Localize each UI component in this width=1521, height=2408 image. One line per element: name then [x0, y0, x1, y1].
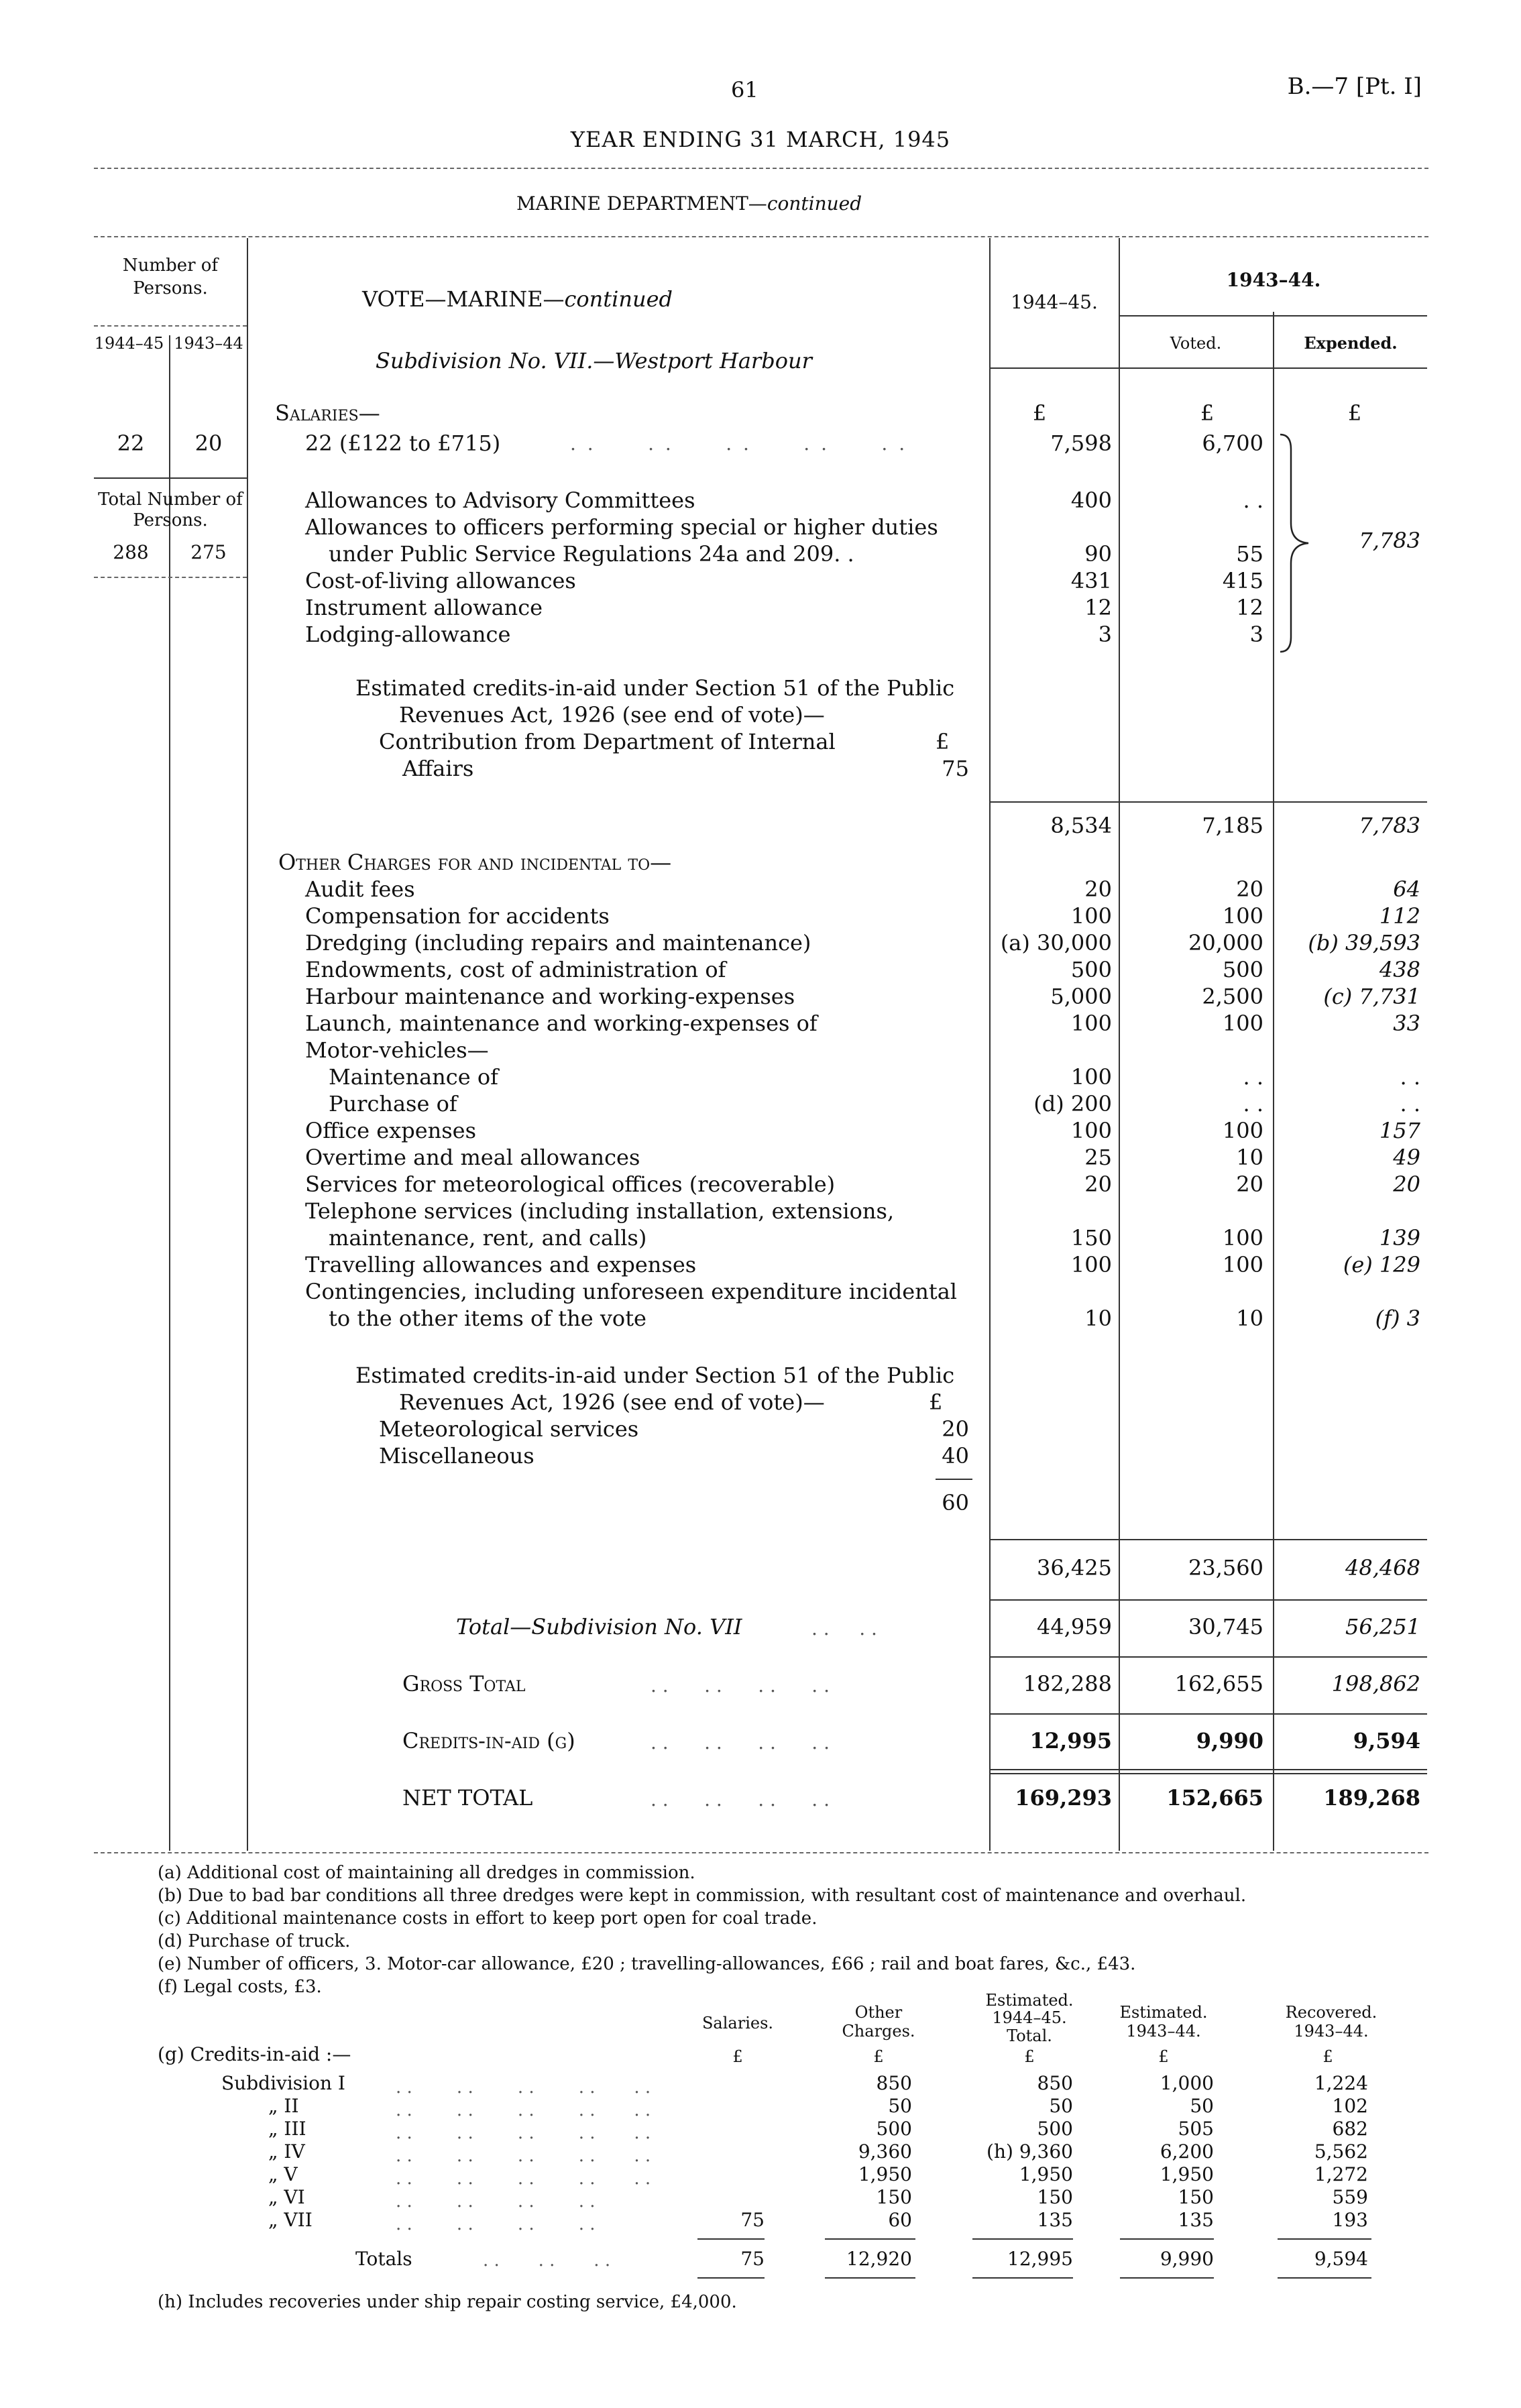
brace-icon	[1278, 429, 1318, 657]
credits-total-est45: 12,995	[1007, 2248, 1073, 2270]
credits-row-other: 9,360	[858, 2140, 912, 2163]
other-charges-1944: 100	[1070, 1118, 1112, 1143]
other-charges-voted: 10	[1236, 1145, 1263, 1170]
credits-col-est-1943: Estimated. 1943–44.	[1119, 2003, 1208, 2041]
persons-year-1944: 1944–45	[94, 334, 164, 353]
subdivision-total-expended: 56,251	[1345, 1614, 1420, 1640]
credits-note-line: Miscellaneous	[379, 1443, 534, 1469]
subtotal-1944: 8,534	[1050, 813, 1112, 838]
gross-total-1944: 182,288	[1023, 1671, 1112, 1697]
credits-row-est44: 150	[1178, 2186, 1214, 2208]
footnote: (f) Legal costs, £3.	[158, 1977, 322, 1997]
credits-note-line: Estimated credits-in-aid under Section 51 of the Public	[355, 675, 955, 701]
credits-in-aid-label: Credits-in-aid (g)	[402, 1728, 575, 1754]
credits-row-label: „ IV	[268, 2140, 305, 2163]
other-charges-label: Contingencies, including unforeseen expenditure incidental	[305, 1279, 957, 1304]
credits-row-other: 850	[876, 2072, 912, 2094]
subtotal-expended: 7,783	[1359, 813, 1420, 838]
subtotal2-voted: 23,560	[1188, 1555, 1263, 1581]
year-heading: YEAR ENDING 31 MARCH, 1945	[570, 127, 951, 152]
credits-row-est44: 50	[1190, 2095, 1214, 2117]
credits-row-est44: 1,950	[1160, 2163, 1214, 2185]
credits-total-est44: 9,990	[1160, 2248, 1214, 2270]
credits-row-label: „ V	[268, 2163, 298, 2185]
column-1944-45: 1944–45.	[1011, 291, 1098, 313]
allowance-row-1944: 3	[1098, 622, 1112, 647]
credits-row-est45: 135	[1037, 2209, 1073, 2231]
allowance-row-label: Allowances to Advisory Committees	[305, 488, 695, 513]
column-voted: Voted.	[1170, 334, 1222, 353]
leader-dots: . . . .	[811, 1617, 877, 1640]
credits-totals-label: Totals	[355, 2248, 412, 2270]
allowance-row-voted: 55	[1236, 541, 1263, 567]
other-charges-label: Motor-vehicles—	[305, 1037, 489, 1063]
credits-in-aid-expended: 9,594	[1353, 1728, 1420, 1754]
credits-row-recovered: 682	[1332, 2118, 1368, 2140]
other-charges-voted: . .	[1243, 1064, 1263, 1090]
credits-note-line: Revenues Act, 1926 (see end of vote)—	[399, 702, 825, 728]
other-charges-1944: 20	[1084, 1171, 1112, 1197]
footnote: (b) Due to bad bar conditions all three dredges were kept in commission, with resultant cost of maintenance and overhaul.	[158, 1886, 1247, 1906]
credits-pound: £	[873, 2047, 884, 2066]
other-charges-1944: 5,000	[1050, 984, 1112, 1009]
other-charges-label: Office expenses	[305, 1118, 477, 1143]
credits-row-salaries: 75	[740, 2209, 765, 2231]
credits-in-aid-voted: 9,990	[1196, 1728, 1263, 1754]
other-charges-voted: 100	[1222, 1118, 1263, 1143]
total-persons-header: Total Number of Persons.	[98, 490, 243, 531]
credits-row-est45: 500	[1037, 2118, 1073, 2140]
other-charges-voted: 500	[1222, 957, 1263, 982]
vote-title: VOTE—MARINE—continued	[362, 286, 673, 312]
other-charges-1944: 20	[1084, 876, 1112, 902]
leader-dots: . . . . . . . .	[651, 1731, 830, 1754]
other-charges-voted: 20	[1236, 1171, 1263, 1197]
credits-total-other: 12,920	[846, 2248, 912, 2270]
credits-row-est45: 850	[1037, 2072, 1073, 2094]
credits-row-label: „ III	[268, 2118, 306, 2140]
other-charges-1944: 25	[1084, 1145, 1112, 1170]
credits-pound: £	[929, 1389, 943, 1415]
other-charges-expended: 20	[1393, 1171, 1420, 1197]
other-charges-1944: 100	[1070, 1252, 1112, 1277]
credits-row-est45: 1,950	[1019, 2163, 1073, 2185]
subdivision-title: Subdivision No. VII.—Westport Harbour	[376, 348, 812, 374]
credits-row-label: Subdivision I	[221, 2072, 345, 2094]
other-charges-voted: 100	[1222, 1225, 1263, 1251]
credits-meteorological-value: 20	[942, 1416, 969, 1442]
footnote-h: (h) Includes recoveries under ship repair costing service, £4,000.	[158, 2292, 737, 2312]
other-charges-label: to the other items of the vote	[329, 1306, 646, 1331]
credits-row-other: 50	[888, 2095, 912, 2117]
other-charges-1944: 100	[1070, 903, 1112, 929]
other-charges-1944: (a) 30,000	[1000, 930, 1112, 956]
other-charges-voted: 20,000	[1188, 930, 1263, 956]
other-charges-expended: (b) 39,593	[1308, 930, 1420, 956]
number-of-persons-header: Number of Persons.	[122, 255, 219, 298]
other-charges-label: Audit fees	[305, 876, 415, 902]
other-charges-expended: 438	[1379, 957, 1420, 982]
credits-row-recovered: 5,562	[1314, 2140, 1368, 2163]
other-charges-voted: 10	[1236, 1306, 1263, 1331]
other-charges-expended: 112	[1379, 903, 1420, 929]
pound-sign-expended: £	[1347, 400, 1362, 426]
credits-contribution-value: 75	[942, 756, 969, 781]
subdivision-total-1944: 44,959	[1037, 1614, 1112, 1640]
credits-note-line: Estimated credits-in-aid under Section 51 of the Public	[355, 1363, 955, 1388]
other-charges-voted: 100	[1222, 1252, 1263, 1277]
page-reference: B.—7 [Pt. I]	[1287, 73, 1422, 100]
allowance-row-label: Instrument allowance	[305, 595, 543, 620]
footnote: (a) Additional cost of maintaining all dredges in commission.	[158, 1863, 695, 1883]
credits-pound: £	[1158, 2047, 1169, 2066]
other-charges-voted: 20	[1236, 876, 1263, 902]
credits-note-line: Meteorological services	[379, 1416, 639, 1442]
gross-total-voted: 162,655	[1174, 1671, 1263, 1697]
leader-dots: . . . . . .	[483, 2250, 611, 2271]
total-persons-1944: 288	[113, 541, 149, 563]
net-total-1944: 169,293	[1015, 1785, 1112, 1811]
credits-row-est45: 50	[1049, 2095, 1073, 2117]
leader-dots: . . . . . . . .	[651, 1674, 830, 1697]
other-charges-voted: 2,500	[1202, 984, 1263, 1009]
subtotal-voted: 7,185	[1202, 813, 1263, 838]
leader-dots: . . . . . . . .	[651, 1788, 830, 1811]
other-charges-label: Maintenance of	[329, 1064, 498, 1090]
credits-row-recovered: 193	[1332, 2209, 1368, 2231]
other-charges-label: Travelling allowances and expenses	[305, 1252, 697, 1277]
other-charges-expended: . .	[1400, 1091, 1420, 1116]
allowance-row-voted: . .	[1243, 488, 1263, 513]
other-charges-label: Launch, maintenance and working-expenses of	[305, 1011, 818, 1036]
footnote: (c) Additional maintenance costs in effort to keep port open for coal trade.	[158, 1908, 818, 1929]
other-charges-1944: 500	[1070, 957, 1112, 982]
other-charges-1944: 150	[1070, 1225, 1112, 1251]
other-charges-expended: 49	[1393, 1145, 1420, 1170]
credits-misc-value: 40	[942, 1443, 969, 1469]
salaries-voted-value: 6,700	[1202, 431, 1263, 456]
credits-total-value: 60	[942, 1490, 969, 1515]
persons-1943-count: 20	[194, 431, 223, 456]
other-charges-label: Harbour maintenance and working-expenses	[305, 984, 795, 1009]
column-expended: Expended.	[1304, 333, 1398, 353]
credits-row-other: 60	[888, 2209, 912, 2231]
other-charges-label: maintenance, rent, and calls)	[329, 1225, 647, 1251]
allowance-row-label: Allowances to officers performing special or higher duties	[305, 514, 938, 540]
credits-total-salaries: 75	[740, 2248, 765, 2270]
salaries-line: 22 (£122 to £715)	[305, 431, 501, 456]
other-charges-expended: (e) 129	[1343, 1252, 1420, 1277]
allowance-row-1944: 431	[1070, 568, 1112, 593]
net-total-label: NET TOTAL	[402, 1785, 533, 1811]
salaries-1944-value: 7,598	[1050, 431, 1112, 456]
persons-1944-count: 22	[117, 431, 145, 456]
other-charges-expended: (c) 7,731	[1323, 984, 1420, 1009]
credits-row-est45: 150	[1037, 2186, 1073, 2208]
other-charges-voted: 100	[1222, 1011, 1263, 1036]
credits-row-est45: (h) 9,360	[987, 2140, 1073, 2163]
gross-total-expended: 198,862	[1331, 1671, 1420, 1697]
credits-row-est44: 135	[1178, 2209, 1214, 2231]
credits-note-line: Affairs	[402, 756, 474, 781]
other-charges-label: Dredging (including repairs and maintenance)	[305, 930, 811, 956]
allowance-row-1944: 12	[1084, 595, 1112, 620]
gross-total-label: Gross Total	[402, 1671, 526, 1697]
net-total-voted: 152,665	[1166, 1785, 1263, 1811]
other-charges-label: Telephone services (including installation, extensions,	[305, 1198, 895, 1224]
other-charges-expended: 64	[1393, 876, 1420, 902]
allowance-row-voted: 415	[1222, 568, 1263, 593]
allowance-row-label: under Public Service Regulations 24a and 209. .	[329, 541, 854, 567]
credits-col-other: Other Charges.	[842, 2003, 915, 2041]
credits-table-label: (g) Credits-in-aid :—	[158, 2043, 351, 2065]
salaries-heading: Salaries—	[275, 400, 380, 426]
pound-sign-1944: £	[1032, 400, 1047, 426]
credits-pound: £	[936, 729, 950, 754]
allowance-row-1944: 90	[1084, 541, 1112, 567]
pound-sign-voted: £	[1200, 400, 1215, 426]
credits-row-other: 150	[876, 2186, 912, 2208]
credits-row-label: „ VI	[268, 2186, 305, 2208]
credits-note-line: Contribution from Department of Internal	[379, 729, 836, 754]
other-charges-expended: . .	[1400, 1064, 1420, 1090]
credits-row-recovered: 559	[1332, 2186, 1368, 2208]
subtotal2-1944: 36,425	[1037, 1555, 1112, 1581]
other-charges-expended: 33	[1393, 1011, 1420, 1036]
allowance-row-label: Cost-of-living allowances	[305, 568, 576, 593]
credits-row-est44: 6,200	[1160, 2140, 1214, 2163]
other-charges-label: Endowments, cost of administration of	[305, 957, 726, 982]
credits-row-other: 1,950	[858, 2163, 912, 2185]
credits-row-recovered: 1,224	[1314, 2072, 1368, 2094]
other-charges-label: Services for meteorological offices (recoverable)	[305, 1171, 836, 1197]
credits-pound: £	[1024, 2047, 1035, 2066]
salaries-expended-total: 7,783	[1359, 528, 1420, 553]
credits-in-aid-1944: 12,995	[1029, 1728, 1112, 1754]
footnote: (e) Number of officers, 3. Motor-car allowance, £20 ; travelling-allowances, £66 ; rail and boat fares, &c., £43.	[158, 1954, 1136, 1974]
credits-total-recovered: 9,594	[1314, 2248, 1368, 2270]
other-charges-heading: Other Charges for and incidental to—	[278, 850, 672, 875]
other-charges-1944: 10	[1084, 1306, 1112, 1331]
allowance-row-1944: 400	[1070, 488, 1112, 513]
leader-dots: . . . . . . . . . . . . . . . . . . . . . . . . . . . . . . . . . . . . . . . . . . . . . . . . . . . . . . . . . . . . . . . . . .	[396, 2077, 651, 2234]
other-charges-voted: 100	[1222, 903, 1263, 929]
other-charges-label: Purchase of	[329, 1091, 457, 1116]
credits-row-est44: 505	[1178, 2118, 1214, 2140]
other-charges-expended: (f) 3	[1375, 1306, 1420, 1331]
net-total-expended: 189,268	[1323, 1785, 1420, 1811]
persons-year-1943: 1943–44	[174, 334, 243, 353]
other-charges-label: Compensation for accidents	[305, 903, 610, 929]
credits-row-label: „ II	[268, 2095, 299, 2117]
other-charges-expended: 157	[1379, 1118, 1420, 1143]
subdivision-total-label: Total—Subdivision No. VII	[456, 1614, 742, 1640]
credits-row-other: 500	[876, 2118, 912, 2140]
other-charges-voted: . .	[1243, 1091, 1263, 1116]
credits-pound: £	[1322, 2047, 1333, 2066]
credits-row-label: „ VII	[268, 2209, 313, 2231]
subdivision-total-voted: 30,745	[1188, 1614, 1263, 1640]
credits-col-est-1944: Estimated. 1944–45. Total.	[985, 1991, 1074, 2045]
credits-pound: £	[732, 2047, 743, 2066]
credits-note-line: Revenues Act, 1926 (see end of vote)—	[399, 1389, 825, 1415]
credits-row-recovered: 102	[1332, 2095, 1368, 2117]
other-charges-1944: (d) 200	[1033, 1091, 1112, 1116]
footnote: (d) Purchase of truck.	[158, 1931, 351, 1951]
other-charges-1944: 100	[1070, 1011, 1112, 1036]
credits-col-recovered: Recovered. 1943–44.	[1285, 2003, 1377, 2041]
allowance-row-voted: 12	[1236, 595, 1263, 620]
credits-col-salaries: Salaries.	[701, 2014, 774, 2032]
other-charges-1944: 100	[1070, 1064, 1112, 1090]
allowance-row-voted: 3	[1249, 622, 1263, 647]
other-charges-label: Overtime and meal allowances	[305, 1145, 640, 1170]
department-heading: MARINE DEPARTMENT—continued	[516, 192, 862, 215]
column-1943-44: 1943–44.	[1226, 269, 1321, 291]
allowance-row-label: Lodging-allowance	[305, 622, 511, 647]
subtotal2-expended: 48,468	[1345, 1555, 1420, 1581]
total-persons-1943: 275	[190, 541, 227, 563]
leader-dots: . . . . . . . . . .	[570, 433, 908, 455]
other-charges-expended: 139	[1379, 1225, 1420, 1251]
page-number: 61	[731, 77, 758, 103]
credits-row-est44: 1,000	[1160, 2072, 1214, 2094]
credits-row-recovered: 1,272	[1314, 2163, 1368, 2185]
